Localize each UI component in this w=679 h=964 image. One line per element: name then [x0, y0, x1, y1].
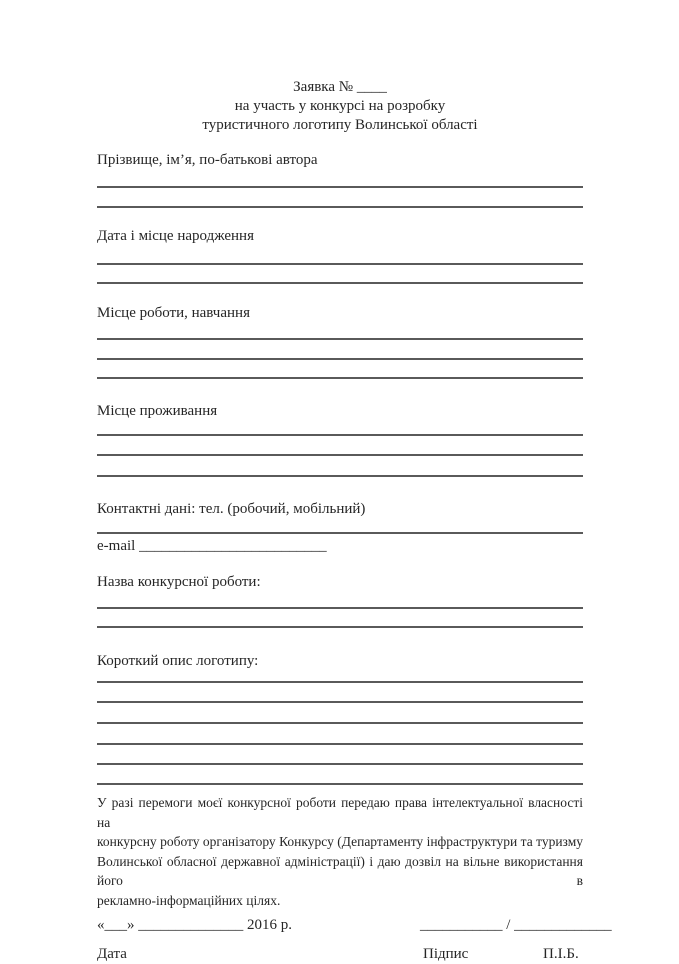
agreement-line: Волинської обласної державної адміністрації) і даю дозвіл на вільне використання його в [97, 853, 583, 888]
blank-line [97, 765, 583, 785]
field-email [97, 537, 583, 556]
blank-line [97, 265, 583, 284]
date-blank: «___» ______________ 2016 р. [97, 917, 292, 933]
blank-line [97, 456, 583, 477]
field-author-name [97, 151, 583, 208]
blank-line [97, 360, 583, 379]
blank-line [97, 519, 583, 534]
blank-line [97, 323, 583, 340]
field-email-label: e-mail [97, 538, 136, 554]
field-email-blank: _________________________ [139, 538, 327, 554]
field-logo-description [97, 652, 583, 785]
field-work-study [97, 304, 583, 379]
blank-line [97, 592, 583, 609]
blank-line [97, 188, 583, 208]
field-work-study-label: Місце роботи, навчання [97, 305, 250, 321]
blank-line [97, 671, 583, 683]
blank-line [97, 703, 583, 724]
agreement-line: конкурсну роботу організатору Конкурсу (Департаменту інфраструктури та туризму [97, 834, 583, 849]
signature-caption: Підпис [423, 946, 469, 962]
field-contacts-label: Контактні дані: тел. (робочий, мобільний) [97, 501, 366, 517]
blank-line [97, 170, 583, 188]
form-title [97, 78, 583, 135]
form-title-number-line: Заявка № ____ [293, 79, 387, 95]
date-signature-row [97, 916, 612, 935]
captions-row [97, 945, 583, 964]
field-logo-description-label: Короткий опис логотипу: [97, 653, 259, 669]
blank-line [97, 340, 583, 360]
blank-line [97, 246, 583, 265]
date-caption: Дата [97, 946, 127, 962]
blank-line [97, 724, 583, 745]
field-author-name-label: Прізвище, ім’я, по-батькові автора [97, 152, 318, 168]
field-birth-label: Дата і місце народження [97, 228, 254, 244]
form-title-line3: туристичного логотипу Волинської області [202, 117, 478, 133]
blank-line [97, 683, 583, 703]
field-residence [97, 402, 583, 477]
agreement-line: рекламно-інформаційних цілях. [97, 892, 281, 908]
field-residence-label: Місце проживання [97, 403, 218, 419]
blank-line [97, 745, 583, 765]
form-title-line2: на участь у конкурсі на розробку [234, 98, 446, 114]
fullname-caption: П.І.Б. [543, 946, 579, 962]
blank-line [97, 421, 583, 436]
field-contacts [97, 500, 583, 556]
blank-line [97, 436, 583, 456]
field-birth [97, 227, 583, 284]
agreement-paragraph [97, 793, 583, 910]
agreement-line: У разі перемоги моєї конкурсної роботи передаю права інтелектуальної власності на [97, 795, 583, 830]
field-entry-title [97, 573, 583, 628]
field-entry-title-label: Назва конкурсної роботи: [97, 574, 261, 590]
signature-blank: ___________ / _____________ [420, 917, 612, 933]
blank-line [97, 609, 583, 628]
